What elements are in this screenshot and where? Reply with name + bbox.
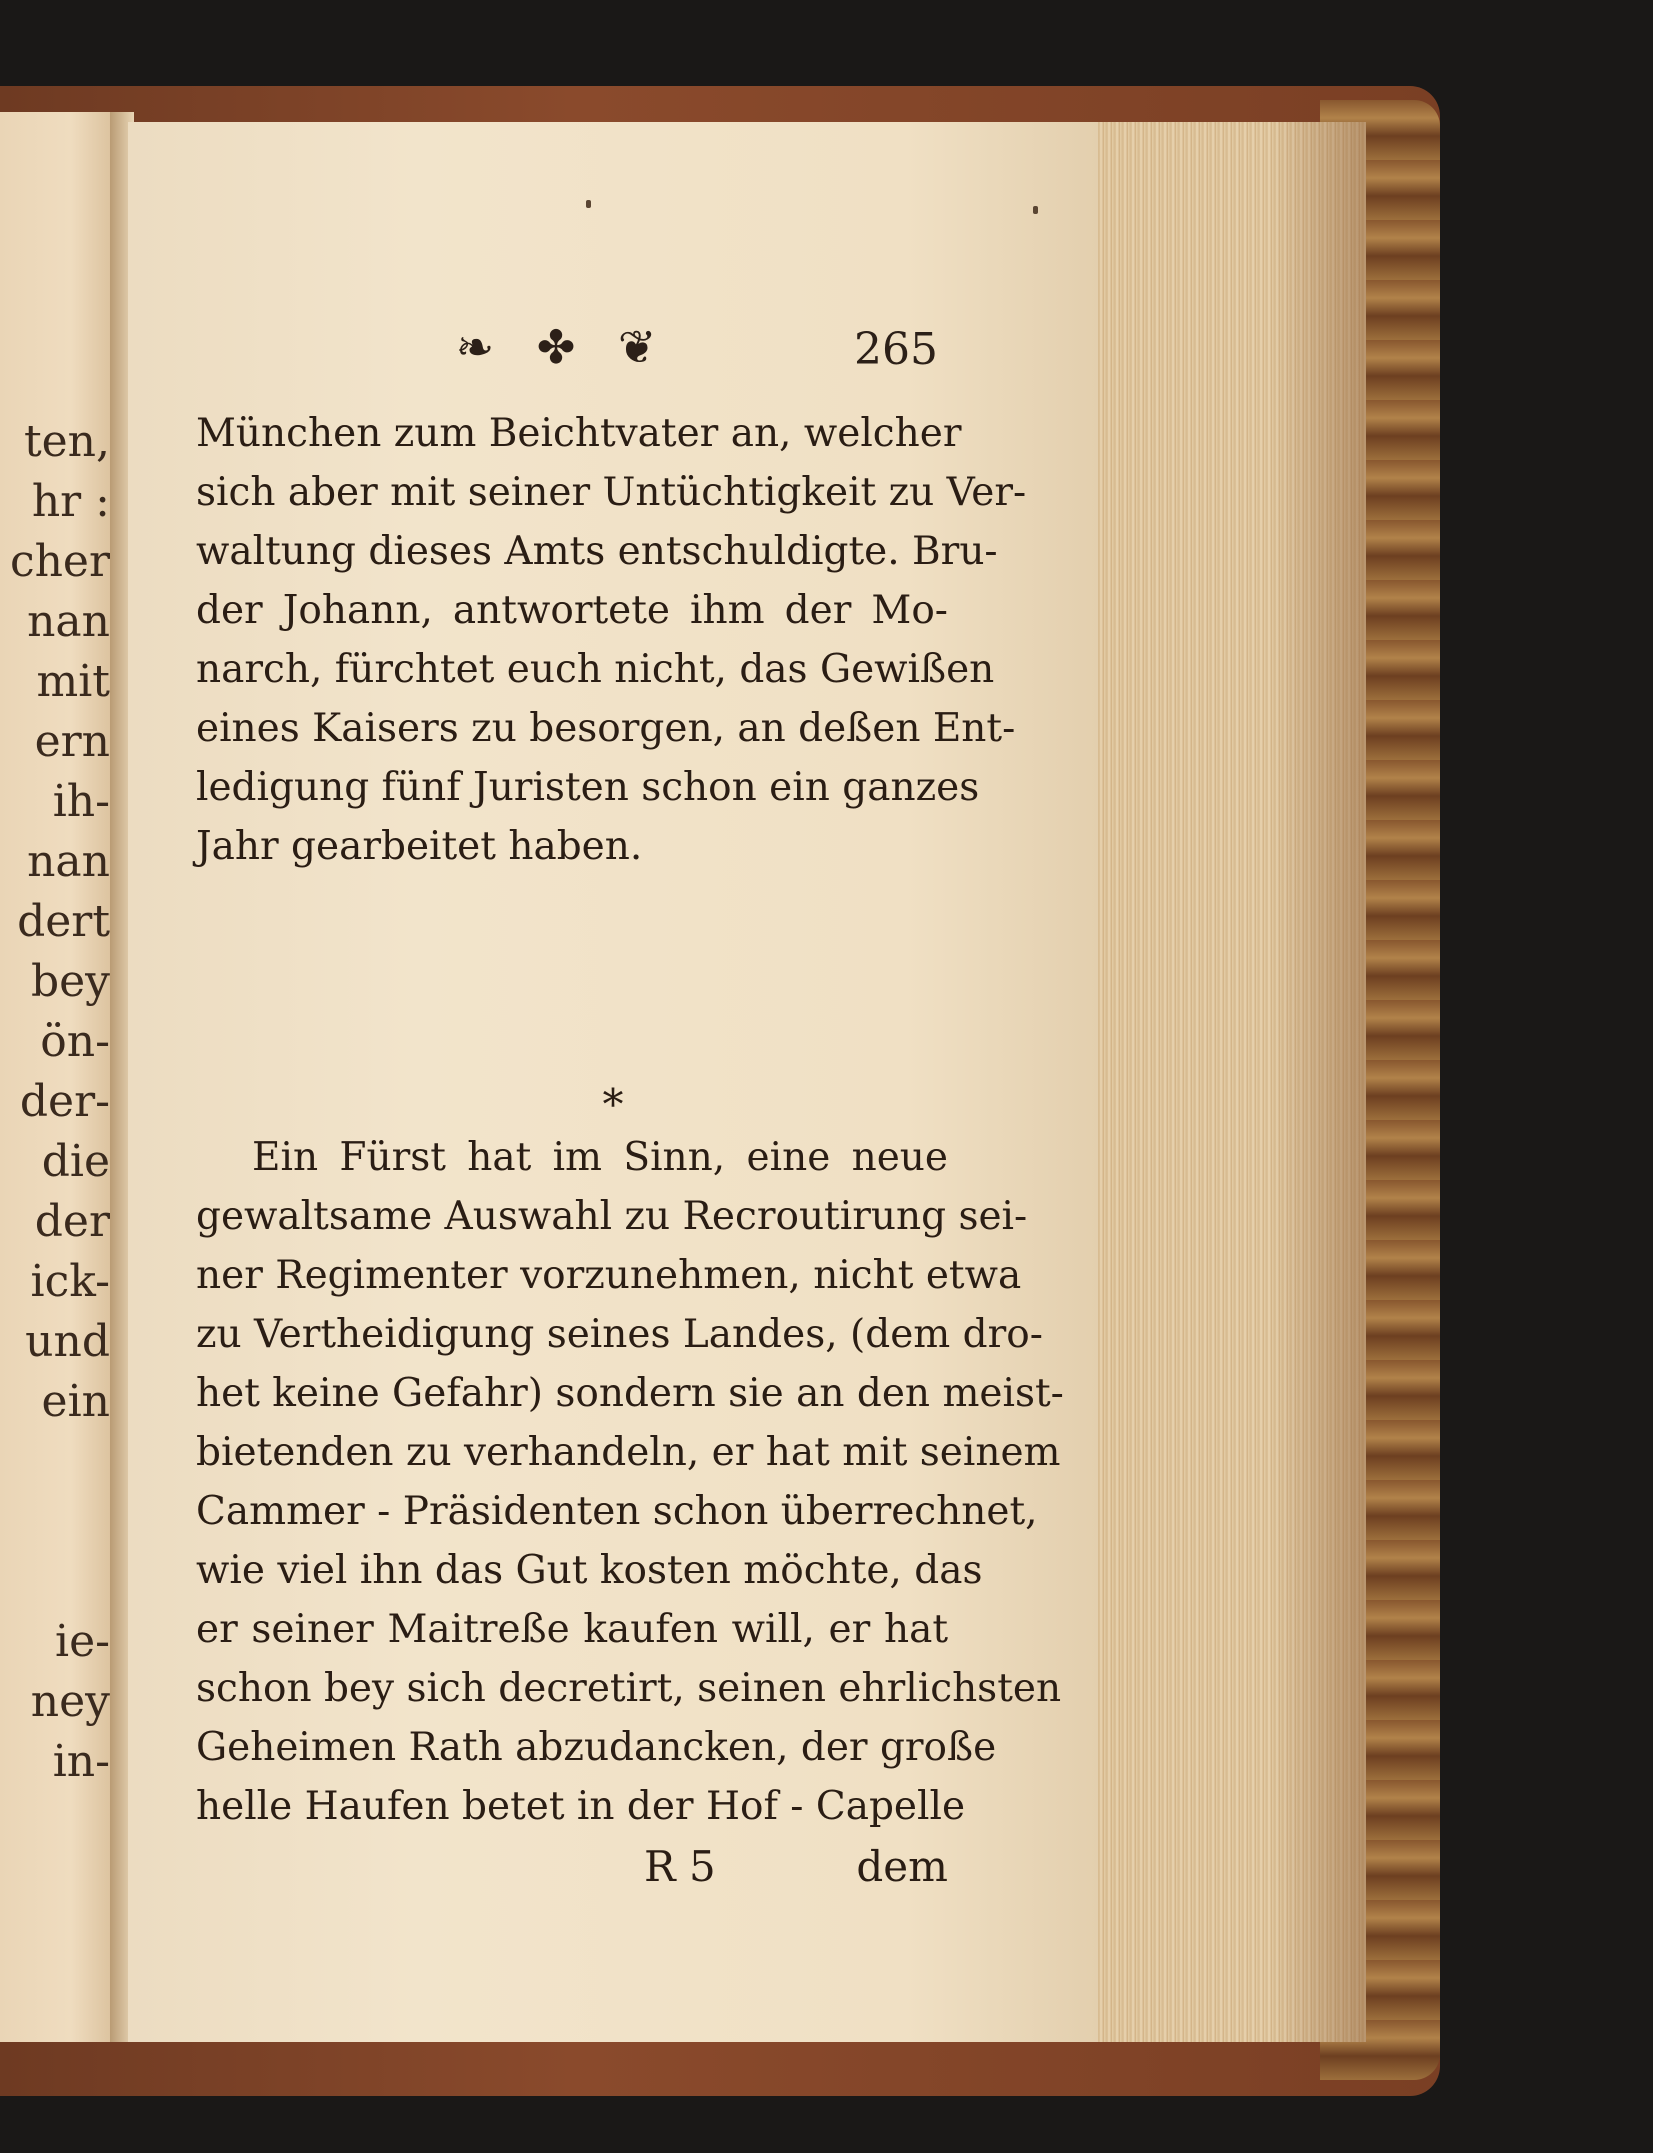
paragraph-1 xyxy=(196,404,1027,876)
text-line: ner Regimenter vorzunehmen, nicht etwa xyxy=(196,1253,1022,1298)
left-page-fragment: bey xyxy=(30,956,110,1007)
text-line: eines Kaisers zu besorgen, an deßen Ent- xyxy=(196,706,1016,751)
text-line: helle Haufen betet in der Hof - Capelle xyxy=(196,1784,966,1829)
left-page-fragment: ön- xyxy=(40,1016,110,1067)
left-page-fragment: ih- xyxy=(52,776,110,827)
page-footer xyxy=(196,1842,948,1902)
text-line: Jahr gearbeitet haben. xyxy=(196,824,643,869)
signature-mark: R 5 xyxy=(644,1842,716,1891)
left-page-fragment: und xyxy=(25,1316,110,1367)
left-page-fragment: der xyxy=(34,1196,110,1247)
left-page-fragment: hr : xyxy=(31,476,110,527)
left-page-fragment: ern xyxy=(34,716,110,767)
left-page xyxy=(0,112,118,2042)
left-page-fragment: ney xyxy=(30,1676,110,1727)
left-page-text xyxy=(0,412,110,1792)
left-page-fragment: der- xyxy=(19,1076,110,1127)
left-page-fragment: cher xyxy=(9,536,110,587)
paper-speck xyxy=(1033,206,1038,214)
text-line: bietenden zu verhandeln, er hat mit seinem xyxy=(196,1430,1061,1475)
paragraph-2 xyxy=(196,1128,1064,1836)
text-line: München zum Beichtvater an, welcher xyxy=(196,411,962,456)
left-page-fragment: ein xyxy=(41,1376,110,1427)
section-separator: * xyxy=(602,1080,624,1129)
text-line: waltung dieses Amts entschuldigte. Bru- xyxy=(196,529,998,574)
left-page-fragment: in- xyxy=(52,1736,110,1787)
paper-speck xyxy=(586,200,591,208)
left-page-fragment: dert xyxy=(17,896,110,947)
text-line: Cammer - Präsidenten schon überrechnet, xyxy=(196,1489,1038,1534)
text-line: er seiner Maitreße kaufen will, er hat xyxy=(196,1607,948,1652)
left-page-fragment: nan xyxy=(27,836,110,887)
text-line: gewaltsame Auswahl zu Recroutirung sei- xyxy=(196,1194,1028,1239)
text-line: Geheimen Rath abzudancken, der große xyxy=(196,1725,997,1770)
left-page-fragment: nan xyxy=(27,596,110,647)
page-edges-shadow xyxy=(1270,122,1366,2042)
left-page-fragment xyxy=(0,1492,110,1552)
left-page-fragment: ie- xyxy=(55,1616,110,1667)
text-line: ledigung fünf Juristen schon ein ganzes xyxy=(196,765,980,810)
left-page-fragment xyxy=(0,1552,110,1612)
text-line: schon bey sich decretirt, seinen ehrlichsten xyxy=(196,1666,1062,1711)
left-page-fragment: mit xyxy=(36,656,110,707)
page-header xyxy=(128,302,1098,392)
left-page-fragment: ick- xyxy=(30,1256,110,1307)
text-line: der Johann, antwortete ihm der Mo- xyxy=(196,588,948,633)
text-line: zu Vertheidigung seines Landes, (dem dro- xyxy=(196,1312,1043,1357)
left-page-fragment: die xyxy=(41,1136,110,1187)
left-page-fragment: ten, xyxy=(23,416,110,467)
text-line: Ein Fürst hat im Sinn, eine neue xyxy=(252,1135,948,1180)
text-line: narch, fürchtet euch nicht, das Gewißen xyxy=(196,647,995,692)
catchword: dem xyxy=(856,1842,948,1891)
text-line: wie viel ihn das Gut kosten möchte, das xyxy=(196,1548,983,1593)
header-ornament: ❧ ✤ ❦ xyxy=(455,320,671,374)
page-number: 265 xyxy=(854,324,938,375)
text-line: sich aber mit seiner Untüchtigkeit zu Ver- xyxy=(196,470,1027,515)
left-page-fragment xyxy=(0,1432,110,1492)
right-page xyxy=(128,122,1098,2042)
text-line: het keine Gefahr) sondern sie an den meist- xyxy=(196,1371,1064,1416)
